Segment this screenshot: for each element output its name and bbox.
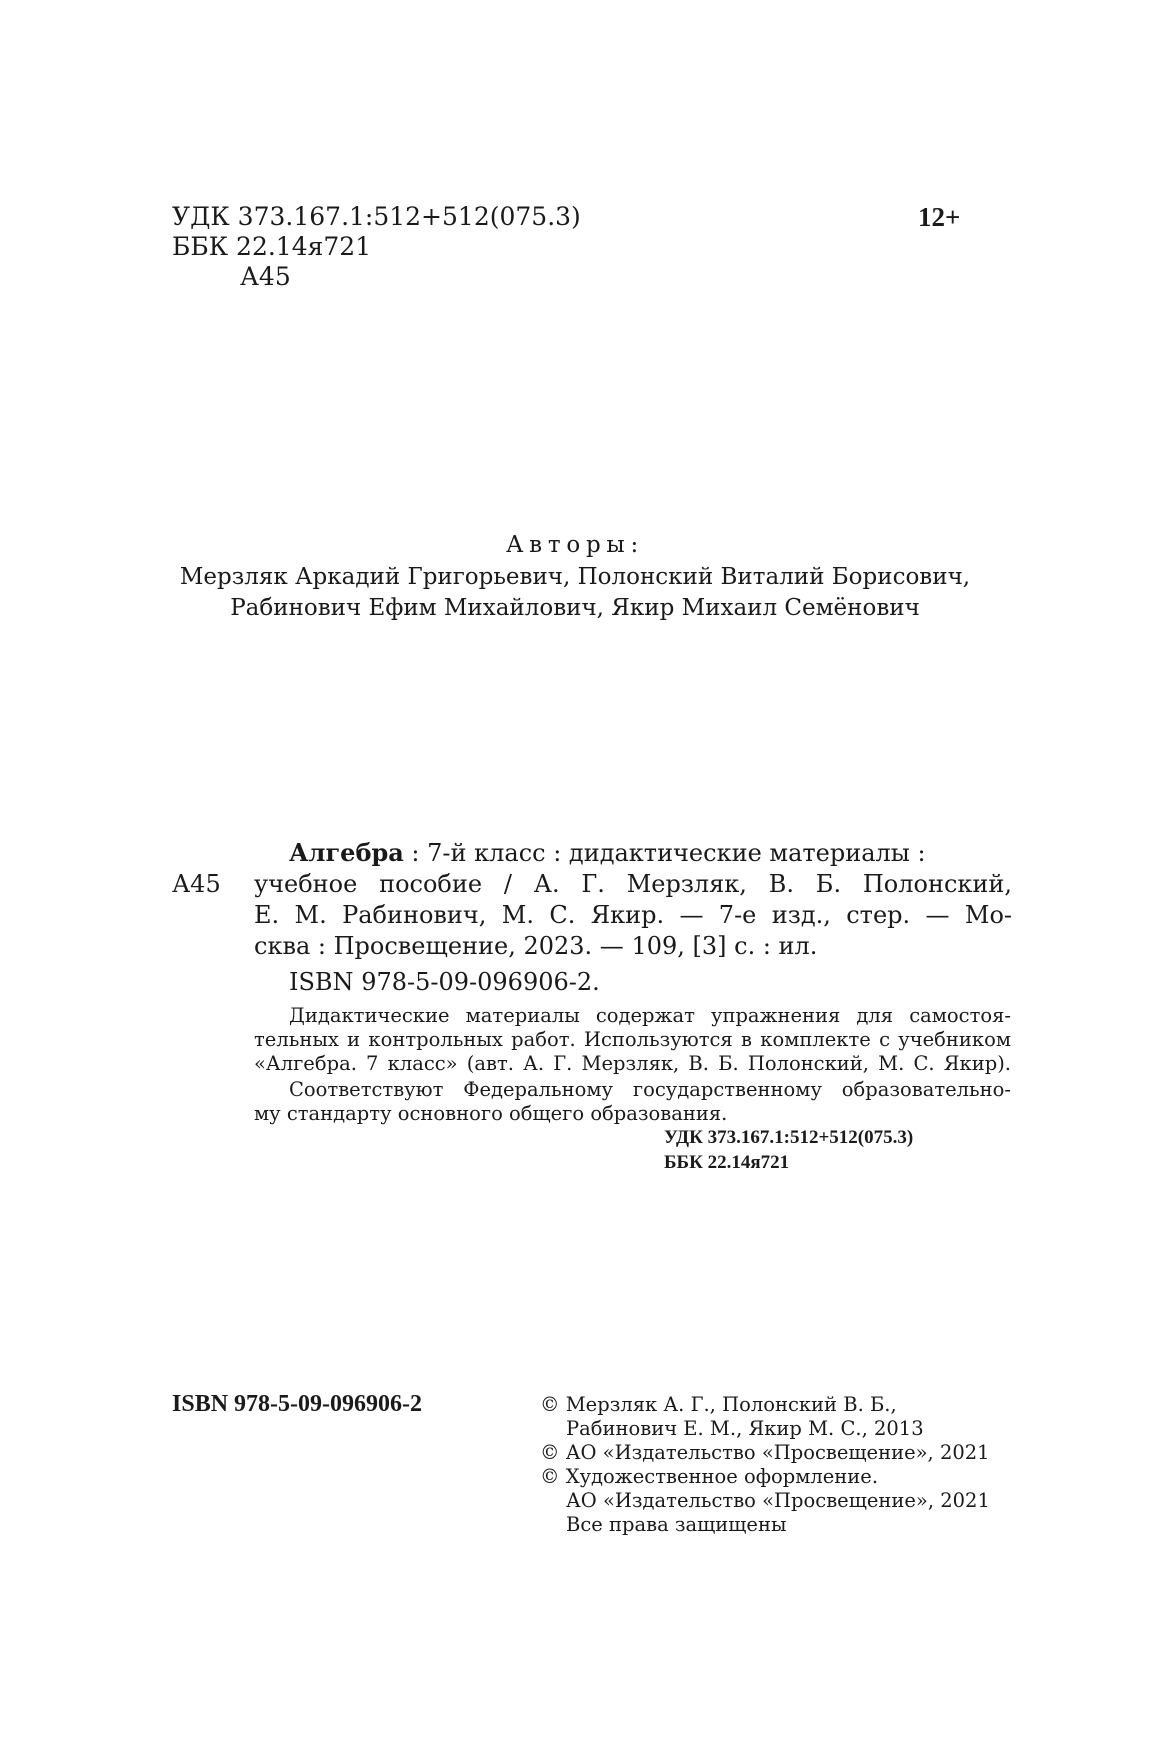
annotation-line-5: му стандарту основного общего образования. bbox=[254, 1102, 728, 1125]
authors-line-1: Мерзляк Аркадий Григорьевич, Полонский Виталий Борисович, bbox=[179, 564, 971, 590]
copyright-line-1: © Мерзляк А. Г., Полонский В. Б., bbox=[540, 1393, 897, 1416]
copyright-line-6: Все права защищены bbox=[566, 1513, 787, 1536]
header-bbk: ББК 22.14я721 bbox=[172, 232, 372, 261]
annotation-line-3: «Алгебра. 7 класс» (авт. А. Г. Мерзляк, В. Б. Полонский, М. С. Якир). bbox=[254, 1052, 1011, 1075]
copyright-line-2: Рабинович Е. М., Якир М. С., 2013 bbox=[566, 1417, 924, 1440]
annotation-line-1: Дидактические материалы содержат упражнения для самостоя- bbox=[289, 1004, 1011, 1027]
catalog-title: Алгебра bbox=[289, 838, 404, 867]
authors-line-2: Рабинович Ефим Михайлович, Якир Михаил Семёнович bbox=[230, 595, 920, 621]
authors-heading: Авторы: bbox=[506, 532, 644, 558]
catalog-line-1-rest: : 7-й класс : дидактические материалы : bbox=[403, 839, 926, 867]
age-rating: 12+ bbox=[918, 202, 961, 232]
annotation-line-2: тельных и контрольных работ. Используются в комплекте с учебником bbox=[254, 1028, 1011, 1051]
footer-isbn: ISBN 978-5-09-096906-2 bbox=[172, 1391, 422, 1417]
annotation-udk: УДК 373.167.1:512+512(075.3) bbox=[664, 1127, 914, 1148]
catalog-author-sign: А45 bbox=[172, 870, 221, 898]
copyright-line-5: АО «Издательство «Просвещение», 2021 bbox=[566, 1489, 990, 1512]
header-udk: УДК 373.167.1:512+512(075.3) bbox=[172, 202, 581, 231]
catalog-line-4: сква : Просвещение, 2023. — 109, [3] с. : ил. bbox=[254, 932, 818, 960]
copyright-line-4: © Художественное оформление. bbox=[540, 1465, 879, 1488]
copyright-line-3: © АО «Издательство «Просвещение», 2021 bbox=[540, 1441, 990, 1464]
catalog-line-2: учебное пособие / А. Г. Мерзляк, В. Б. Полонский, bbox=[254, 870, 1012, 898]
annotation-line-4: Соответствуют Федеральному государственному образовательно- bbox=[289, 1078, 1011, 1101]
header-author-sign: А45 bbox=[240, 262, 291, 291]
catalog-isbn: ISBN 978-5-09-096906-2. bbox=[289, 968, 600, 996]
catalog-line-1 bbox=[289, 837, 1012, 869]
catalog-line-3: Е. М. Рабинович, М. С. Якир. — 7-е изд., стер. — Мо- bbox=[254, 901, 1012, 929]
annotation-bbk: ББК 22.14я721 bbox=[664, 1152, 790, 1173]
